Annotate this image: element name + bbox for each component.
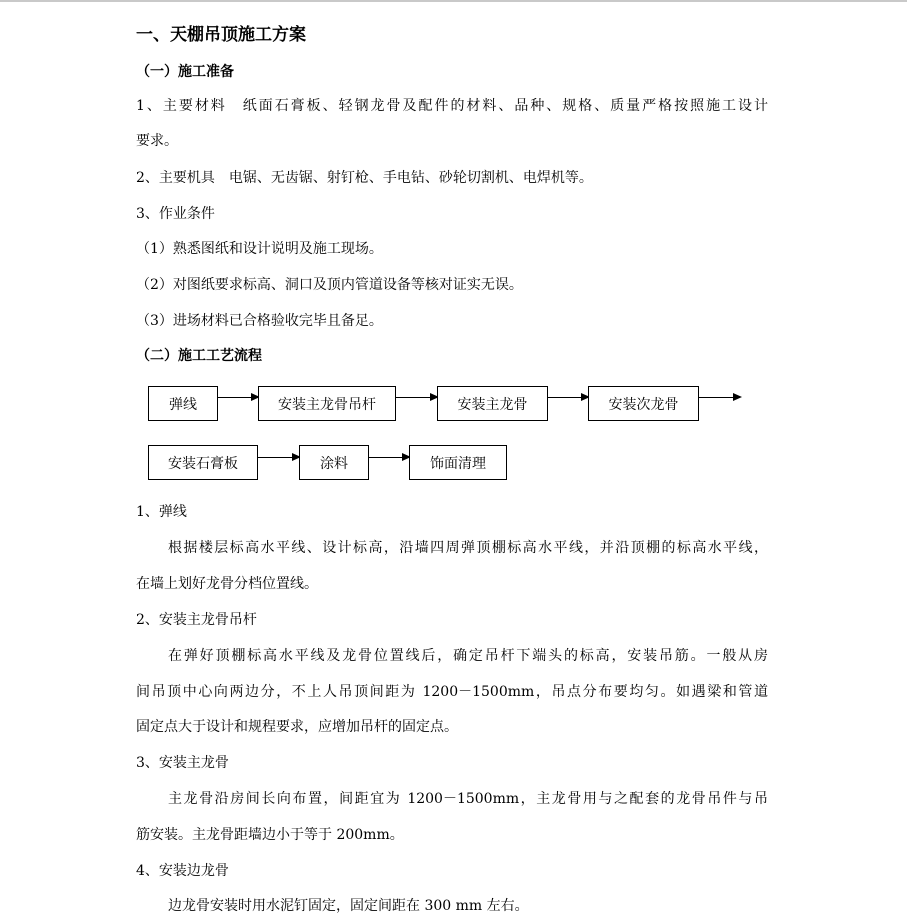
conditions-title: 3、作业条件 (136, 206, 215, 222)
step-title-edge-keel: 4、安装边龙骨 (136, 863, 229, 879)
flow-arrow (369, 457, 409, 458)
step-paragraph-line: 间吊顶中心向两边分，不上人吊顶间距为 1200－1500mm，吊点分布要均匀。如遇梁和管道 (136, 684, 768, 700)
condition-item-3: （3）进场材料已合格验收完毕且备足。 (136, 313, 383, 329)
flow-arrow (258, 457, 299, 458)
condition-item-1: （1）熟悉图纸和设计说明及施工现场。 (136, 241, 383, 257)
section-title-process-flow: （二）施工工艺流程 (136, 348, 262, 364)
materials-paragraph-line-1: 1、主要材料 纸面石膏板、轻钢龙骨及配件的材料、品种、规格、质量严格按照施工设计 (136, 98, 768, 114)
flow-box-main-keel: 安装主龙骨 (437, 386, 548, 421)
flow-box-snap-line: 弹线 (148, 386, 218, 421)
flow-arrow (218, 397, 258, 398)
step-paragraph-line: 在弹好顶棚标高水平线及龙骨位置线后，确定吊杆下端头的标高，安装吊筋。一般从房 (168, 648, 768, 664)
section-title-preparation: （一）施工准备 (136, 64, 234, 80)
step-paragraph-line: 边龙骨安装时用水泥钉固定，固定间距在 300 mm 左右。 (168, 898, 529, 914)
tools-paragraph: 2、主要机具 电锯、无齿锯、射钉枪、手电钻、砂轮切割机、电焊机等。 (136, 170, 593, 186)
flow-arrow-continue (699, 397, 740, 398)
flow-arrow (396, 397, 437, 398)
flow-box-gypsum-board: 安装石膏板 (148, 445, 258, 480)
step-paragraph-line: 根据楼层标高水平线、设计标高，沿墙四周弹顶棚标高水平线，并沿顶棚的标高水平线， (168, 540, 768, 556)
flow-box-main-keel-hanger: 安装主龙骨吊杆 (258, 386, 396, 421)
top-border (0, 0, 907, 2)
step-paragraph-line: 筋安装。主龙骨距墙边小于等于 200mm。 (136, 827, 404, 843)
flow-arrow (548, 397, 588, 398)
condition-item-2: （2）对图纸要求标高、洞口及顶内管道设备等核对证实无误。 (136, 277, 523, 293)
step-title-hanger: 2、安装主龙骨吊杆 (136, 612, 257, 628)
step-paragraph-line: 在墙上划好龙骨分档位置线。 (136, 576, 318, 592)
flow-box-secondary-keel: 安装次龙骨 (588, 386, 699, 421)
flow-box-finish-cleaning: 饰面清理 (409, 445, 507, 480)
step-title-main-keel: 3、安装主龙骨 (136, 755, 229, 771)
step-paragraph-line: 固定点大于设计和规程要求，应增加吊杆的固定点。 (136, 719, 458, 735)
page-title: 一、天棚吊顶施工方案 (136, 25, 306, 45)
step-paragraph-line: 主龙骨沿房间长向布置，间距宜为 1200－1500mm，主龙骨用与之配套的龙骨吊件与吊 (168, 791, 768, 807)
step-title-snap-line: 1、弹线 (136, 504, 187, 520)
materials-paragraph-line-2: 要求。 (136, 133, 178, 149)
flow-box-coating: 涂料 (299, 445, 369, 480)
